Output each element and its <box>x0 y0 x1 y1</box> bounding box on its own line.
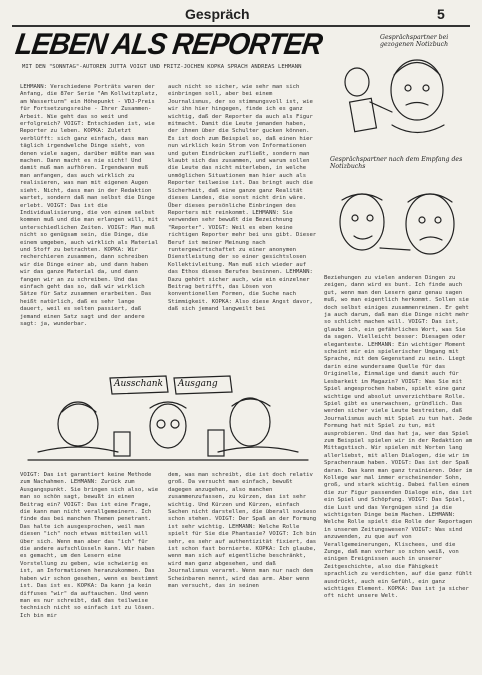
text-column-5 <box>168 472 318 667</box>
article-byline: MIT DEN "SONNTAG"-AUTOREN JUTTA VOIGT UND FRITZ-JOCHEN KOPKA SPRACH ANDREAS LEHMANN <box>22 64 302 70</box>
cartoon-caption-middle: Gesprächspartner nach dem Empfang des Notizbuchs <box>330 156 463 170</box>
header-rule <box>12 25 470 27</box>
column-1-text: LEHMANN: Verschiedene Porträts waren der Anfang, die 87er Serie "Am Kollwitzplatz, am Wasserturm" ein Höhepunkt - VDJ-Preis für Fortsetzungsreihe - Ihrer Zusammen-Arbeit. Wie geht das so weit und erfolgreich? VOIGT: Entschieden ist, wie Reporter zu leben. KOPKA: Zuletzt verblüfft: sich ganz einfach, dass man täglich irgendwelche Dinge sieht, von denen viele sagen, darüber müßte man was machen. Dann macht es nie sicht! Und damit muß man aufhören. Irgendwann muß man anfangen, das auch wirklich zu realisieren, was man mit eigenen Augen sieht. Nicht, dass man in der Redaktion wartet, sondern daß man selbst die Dinge erlebt. VOIGT: Das ist die Individualisierung, die von einem selbst kommen muß und die man erlangen will, mit unterschiedlichen Zeiten. VOIGT: Man muß nicht so genügsam sein, die Dinge, die einem umgeben, auch wirklich als Material und Stoff zu betrachten. KOPKA: Wir recherchieren zusammen, dann schreiben wir die Dinge einer ab, und dann haben wir das ganze Material da, und dann fangen wir an zu schreiben. Und das einfach geht das so, daß wir wirklich Sätze für Satz zusammen erarbeiten. Das heißt natürlich, daß es sehr lange dauert, weil es selten passiert, daß jemand einen Satz sagt und der andere sagt: ja, wunderbar. <box>20 84 159 327</box>
section-title: Gespräch <box>185 6 250 22</box>
cartoon-bar-scene <box>18 372 318 468</box>
article-headline: LEBEN ALS REPORTER <box>13 28 324 61</box>
text-column-3 <box>324 275 474 665</box>
column-2-text: auch nicht so sicher, wie sehr man sich einbringen soll, aber bei einem Journalismus, der so stimmungsvoll ist, wie wir ihn hier hingegen, finde ich es ganz wichtig, daß der Reporter da auch als Figur mitmacht. Damit die Leute jemanden haben, der ihnen über die Schulter gucken können. Es ist doch zum Beispiel so, daß einen hier nun wirklich kein Strom von Informationen und guten Eindrücken zufließt, sondern man klaubt sich das zusammen, und warum sollen die Leute das nicht miterleben, in welche unmöglichen Situationen man hier auch als Reporter teilweise ist. Das bringt auch die Sicherheit, daß eine ganze ganz Realität dieses Landes, die sonst nicht drin wäre. Über dieses persönliche Einbringen des Reporters mit reinkommt. LEHMANN: Sie verwenden sehr bewußt die Bezeichnung "Reporter". VOIGT: Weil es eben keine richtigen Reporter mehr bei uns gibt. Dieser Beruf ist meiner Meinung nach runtergewirtschaftet zu einer anonymen Dienstleistung der so einer gesichtslosen Kollektivleitung. Man muß sich wieder auf das Ethos dieses Berufes besinnen. LEHMANN: Dazu gehört sicher auch, wie ein einzelner Beitrag betrifft, das Lösen von konventionellen Formen, die Suche nach Stimmigkeit. KOPKA: Also diese Angst davor, daß sich jemand langweilt bei <box>168 84 317 313</box>
cartoon-caption-top: Gesprächspartner bei gezogenen Notizbuch <box>380 34 449 48</box>
text-column-4 <box>20 472 160 667</box>
bar-sign-ausgang: Ausgang <box>178 379 218 389</box>
column-5-text: dem, was man schreibt, die ist doch relativ groß. Da versucht man einfach, bewußt dagegen anzugehen, also manchen zusammenzufassen, zu kürzen, das ist sehr wichtig. Und Kürzen und Kürzen, einfach Sachen nicht darstellen, die überall sowieso schon stehen. VOIGT: Der Spaß an der Formung ist sehr wichtig. LEHMANN: Welche Rolle spielt für Sie die Phantasie? VOIGT: Ich bin sehr, es sehr auf authentizität fixiert, das ist schon fast bornierte. KOPKA: Ich glaube, wenn man sich auf eigentliche beschränkt, wird man ganz abgesehen, und daß Journalismus verarmt. Wenn man nur nach dem Scheinbaren nennt, wird das arm. Aber wenn man versucht, das in seinen <box>168 472 317 590</box>
bar-sign-ausschank: Ausschank <box>114 379 163 389</box>
column-4-text: VOIGT: Das ist garantiert keine Methode zum Nachahmen. LEHMANN: Zurück zum Ausgangspunkt. Sie bringen sich also, wie man so schön sagt, bewußt in einen Beitrag ein? VOIGT: Das ist eine Frage, die kann man nicht verallgemeinern. Ich finde das bei manchen Themen penetrant. Das halte ich ausgesprochen, weil man diesen "ich" noch etwas mitteilen will über sich. Wenn man aber das "ich" für die andere aufschlüsseln kann. Wir haben es gemacht, um den Lesern eine Vorstellung zu geben, wie schwierig es ist, an Informationen heranzukommen. Das haben wir schon gesehen, wenn es bestimmt ist. Das ist es. KOPKA: Da kann ja kein diffuses "wir" da auftauchen. Und wenn man es nur schreibt, daß das teilweise technisch nicht so einfach ist zu lösen. Ich bin mir <box>20 472 159 619</box>
column-3-text: Beziehungen zu vielen anderen Dingen zu zeigen, dann wird es bunt. Ich finde auch gut, wenn man den Lesern ganz genau sagen muß, wo man eigentlich herkommt. Sollen sie doch selbst einiges zusammenreimen. Er geht ja auch darum, daß man die Dinge nicht mehr so schlicht machen will. VOIGT: Das ist, glaube ich, ein gefährliches Wort, was Sie da sagen. Vielleicht besser: Diesagen oder eleganteste. LEHMANN: Ein wichtiger Moment scheint mir ein spielerischer Umgang mit Sprache, mit dem Gegenstand zu sein. Liegt darin eine wundersame Quelle für das Originelle, Einmalige und damit auch für Lesbarkeit im Magazin? VOIGT: Was Sie mit Spiel angesprochen haben, spielt eine ganz wichtige und absolut unverzichtbare Rolle. Spiel gibt es unerwachsen, gründlich. Das werden sicher viele Leute bestreiten, daß Journalismus auch mit Spiel zu tun hat. Jede Formung hat mit Spiel zu tun, mit ausprobieren. Und das hat ja, wer das Spiel zum Beispiel spielen wir in der Redaktion am Mittagstisch. Wir spielen mit Worten lang allerliebst, mit allen Dialogen, die wir im Sprachenraum haben. VOIGT: Das ist der Spaß daran. Das kann man ganz trainieren. Oder im Kollege war mal immer erscheinender Sohn, groß, und stark wichtig. Dabei fallen einem die zur Figur passenden Dialoge ein, das ist ein Spiel und Schöpfung. VOIGT: Das Spiel, die Lust und das Vergnügen sind ja die wichtigsten Dinge beim Machen. LEHMANN: Welche Rolle spielt die Rolle der Reportagen in unserem Zeitungswesen? VOIGT: Was sind anzuwenden, zu que auf von Verallgemeinerungen, Klischees, und die Zunge, daß man vorher so schon weiß, von einigen Ereignissen auch in unserer Zeitgeschichte, also die Fähigkeit sprachlich zu verdichten, auf die ganz fühlt ausdrückt, auch ein Gefühl, ein ganz wichtiges Element. KOPKA: Das ist ja sicher oft nicht unsere Welt. <box>324 275 473 600</box>
page-number: 5 <box>437 6 445 22</box>
